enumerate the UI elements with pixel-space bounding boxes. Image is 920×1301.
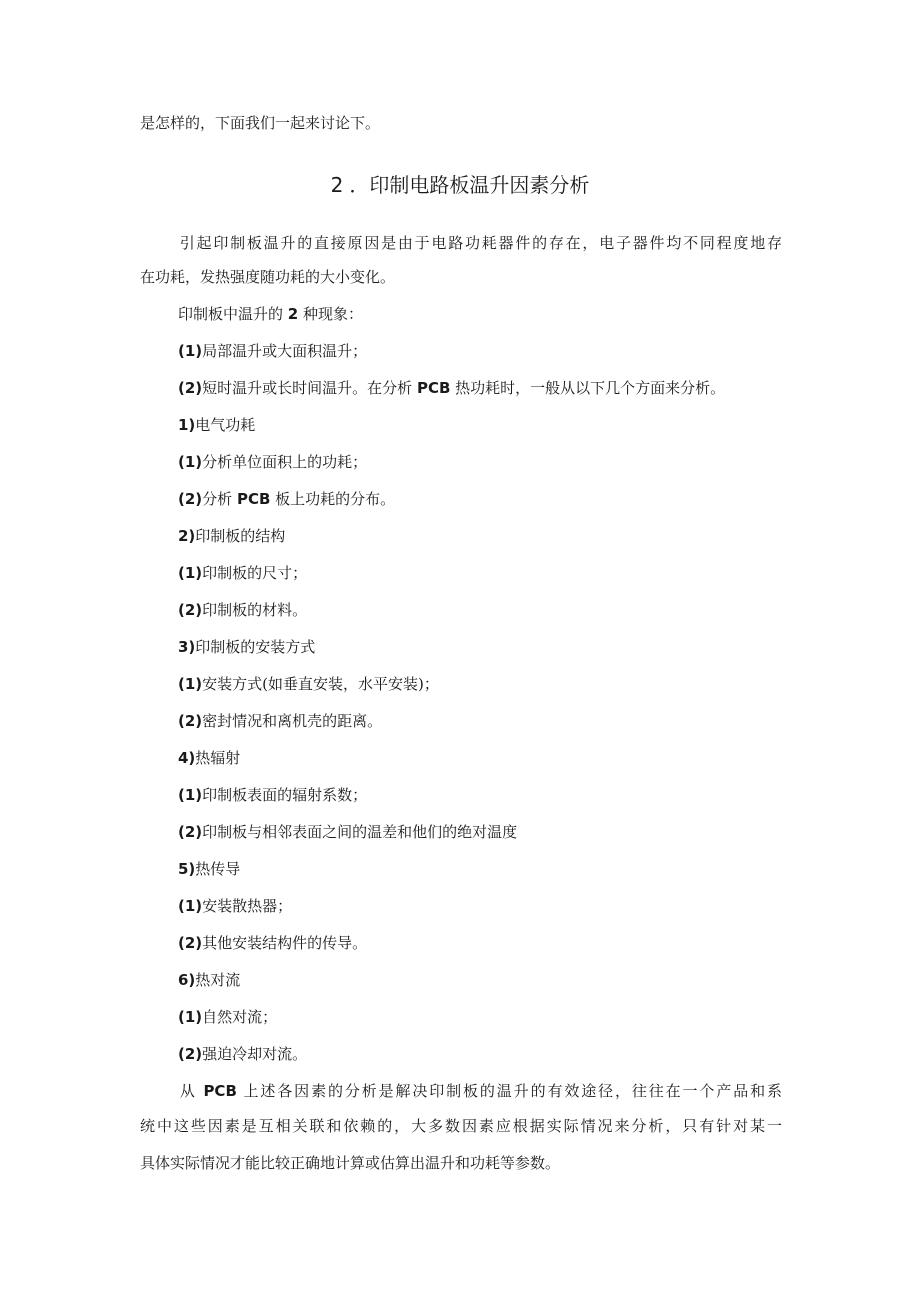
factor-3-title [178, 636, 315, 658]
item-text: 短时温升或长时间温升。在分析 [202, 379, 413, 397]
section-heading [0, 171, 920, 199]
factor-2-title [178, 525, 285, 547]
conclusion-text: 统中这些因素是互相关联和依赖的，大多数因素应根据实际情况来分析，只有针对某一 [140, 1117, 782, 1135]
factor-number: 4) [178, 749, 196, 767]
intro-tail-text: 是怎样的，下面我们一起来讨论下。 [140, 114, 381, 132]
factor-4-item-2 [178, 821, 517, 843]
para1-line2 [140, 266, 395, 288]
intro-tail-line [140, 112, 380, 134]
item-text: 分析单位面积上的功耗； [202, 453, 368, 471]
phenomena-item-2 [178, 377, 725, 399]
item-number: (2) [178, 601, 203, 619]
item-number: (2) [178, 934, 203, 952]
para1-line1-text: 引起印制板温升的直接原因是由于电路功耗器件的存在，电子器件均不同程度地存 [178, 234, 782, 252]
factor-title: 印制板的结构 [195, 527, 286, 545]
item-number: (1) [178, 897, 203, 915]
item-number: (1) [178, 1008, 203, 1026]
item-text: 其他安装结构件的传导。 [202, 934, 368, 952]
item-number: (2) [178, 1045, 203, 1063]
item-number: (1) [178, 786, 203, 804]
item-text: 印制板的材料。 [202, 601, 308, 619]
pcb-term: PCB [236, 490, 271, 508]
para1-line2-text: 在功耗，发热强度随功耗的大小变化。 [140, 268, 396, 286]
conclusion-text: 具体实际情况才能比较正确地计算或估算出温升和功耗等参数。 [140, 1154, 561, 1172]
factor-6-item-2 [178, 1043, 307, 1065]
factor-4-item-1 [178, 784, 367, 806]
factor-number: 3) [178, 638, 196, 656]
item-text: 安装方式(如垂直安装，水平安装)； [202, 675, 439, 693]
factor-6-item-1 [178, 1006, 277, 1028]
factor-number: 6) [178, 971, 196, 989]
item-text: 局部温升或大面积温升； [202, 342, 368, 360]
phenomena-intro-text: 印制板中温升的 [178, 305, 284, 323]
item-number: (1) [178, 675, 203, 693]
item-text: 印制板与相邻表面之间的温差和他们的绝对温度 [202, 823, 518, 841]
item-text: 安装散热器； [202, 897, 293, 915]
factor-3-item-2 [178, 710, 382, 732]
item-text-suffix: 热功耗时，一般从以下几个方面来分析。 [455, 379, 726, 397]
item-number: (2) [178, 823, 203, 841]
factor-6-title [178, 969, 240, 991]
factor-2-item-1 [178, 562, 307, 584]
factor-1-item-2 [178, 488, 395, 510]
factor-title: 电气功耗 [195, 416, 256, 434]
factor-5-item-2 [178, 932, 367, 954]
factor-title: 印制板的安装方式 [195, 638, 316, 656]
factor-title: 热对流 [195, 971, 241, 989]
item-number: (1) [178, 342, 203, 360]
item-text: 分析 [202, 490, 233, 508]
factor-1-title [178, 414, 255, 436]
item-number: (1) [178, 564, 203, 582]
factor-number: 1) [178, 416, 196, 434]
item-text-suffix: 板上功耗的分布。 [275, 490, 396, 508]
phenomena-intro [178, 303, 363, 325]
factor-3-item-1 [178, 673, 439, 695]
item-text: 强迫冷却对流。 [202, 1045, 308, 1063]
item-number: (2) [178, 490, 203, 508]
item-number: (2) [178, 379, 203, 397]
conclusion-line3 [140, 1152, 560, 1174]
factor-5-item-1 [178, 895, 292, 917]
factor-2-item-2 [178, 599, 307, 621]
section-title: ．印制电路板温升因素分析 [349, 173, 590, 197]
phenomena-intro-suffix: 种现象： [303, 305, 364, 323]
conclusion-line2 [140, 1115, 782, 1137]
conclusion-text: 从 [178, 1082, 197, 1100]
factor-1-item-1 [178, 451, 367, 473]
para1-line1 [140, 232, 782, 254]
item-number: (2) [178, 712, 203, 730]
factor-5-title [178, 858, 240, 880]
conclusion-text-suffix: 上述各因素的分析是解决印制板的温升的有效途径，往往在一个产品和系 [243, 1082, 782, 1100]
item-text: 印制板表面的辐射系数； [202, 786, 368, 804]
section-number: 2 [330, 173, 344, 197]
item-text: 印制板的尺寸； [202, 564, 308, 582]
item-number: (1) [178, 453, 203, 471]
phenomena-count: 2 [287, 305, 299, 323]
factor-title: 热传导 [195, 860, 241, 878]
phenomena-item-1 [178, 340, 367, 362]
conclusion-line1 [140, 1080, 782, 1102]
pcb-term: PCB [416, 379, 451, 397]
pcb-term: PCB [203, 1082, 237, 1100]
factor-number: 5) [178, 860, 196, 878]
item-text: 自然对流； [202, 1008, 278, 1026]
item-text: 密封情况和离机壳的距离。 [202, 712, 383, 730]
factor-number: 2) [178, 527, 196, 545]
factor-title: 热辐射 [195, 749, 241, 767]
factor-4-title [178, 747, 240, 769]
